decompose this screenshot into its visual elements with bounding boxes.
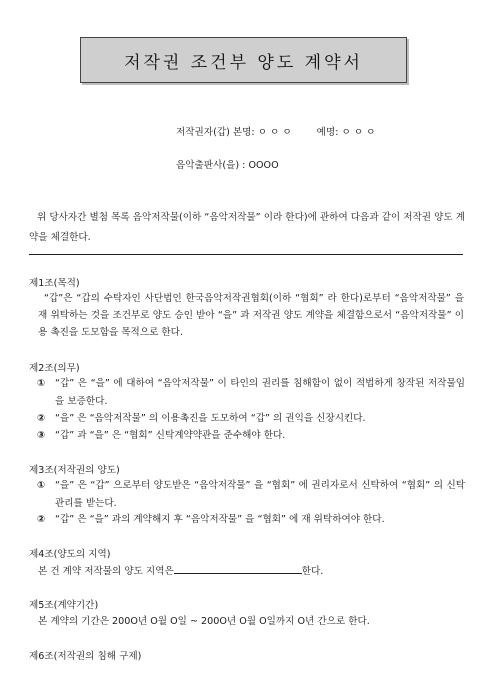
region-blank-line xyxy=(174,563,302,574)
item-number: ① xyxy=(37,378,46,389)
article-5-body: 본 계약의 기간은 200O년 O월 O일 ~ 200O년 O월 O일까지 O년 간으로 한다. xyxy=(38,616,370,627)
article-2-item-2 xyxy=(37,410,465,428)
publisher-label: 음악출판사(을) : xyxy=(176,160,246,171)
article-1-title: 제1조(목적) xyxy=(29,278,80,289)
article-1-body: “갑”은 “갑의 수탁자인 사단법인 한국음악저작권협회(이하 “협회” 라 한다)로부터 “음악저작물” 을 재 위탁하는 것을 조건부로 양도 승인 받아 “을” 과 저작권 양도 계약을 체결함으로서 “음악저작물” 이용 촉진을 도모함을 목적으로 한다. xyxy=(38,293,464,338)
article-4-body xyxy=(38,563,464,580)
article-5-title: 제5조(계약기간) xyxy=(29,600,99,611)
document-title: 저작권 조건부 양도 계약서 xyxy=(80,37,407,83)
publisher-name: OOOO xyxy=(248,160,279,171)
item-number: ② xyxy=(37,413,46,424)
divider-line xyxy=(29,254,463,255)
item-number: ② xyxy=(37,514,46,525)
item-text: “을” 은 “음악저작물” 의 이용촉진을 도모하여 “갑” 의 권익을 신장시킨다. xyxy=(55,413,366,424)
article-2-item-3 xyxy=(37,427,465,445)
author-real-name: ㅇ ㅇ ㅇ xyxy=(257,127,292,138)
article-2-item-1 xyxy=(37,375,465,411)
article-3-item-1 xyxy=(37,477,465,513)
item-text: “갑” 은 “을” 에 대하여 “음악저작물” 이 타인의 권리를 침해함이 없이 적법하게 창작된 저작물임을 보증한다. xyxy=(55,378,465,407)
article-4-title: 제4조(양도의 지역) xyxy=(29,549,111,560)
author-stage-label: 예명: xyxy=(316,127,339,138)
item-text: “을” 은 “갑” 으로부터 양도받은 “음악저작물” 을 “협회” 에 권리자로서 신탁하여 “협회” 의 신탁관리를 받는다. xyxy=(55,480,465,509)
item-number: ③ xyxy=(37,430,46,441)
article-3-item-2 xyxy=(37,511,465,529)
item-text: “갑” 은 “을” 과의 계약해지 후 “음악저작물” 을 “협회” 에 재 위탁하여야 한다. xyxy=(55,514,385,525)
article-4-body-prefix: 본 건 계약 저작물의 양도 지역은 xyxy=(38,566,174,577)
item-text: “갑” 과 “을” 은 “협회” 신탁계약약관을 준수해야 한다. xyxy=(55,430,286,441)
author-label: 저작권자(갑) 본명: xyxy=(176,127,255,138)
article-3-title: 제3조(저작권의 양도) xyxy=(29,465,120,476)
intro-paragraph: 위 당사자간 별첨 목록 음악저작물(이하 “음악저작물” 이라 한다)에 관하여 다음과 같이 저작권 양도 계약을 체결한다. xyxy=(29,212,465,243)
author-stage-name: ㅇ ㅇ ㅇ xyxy=(341,127,376,138)
article-2-title: 제2조(의무) xyxy=(29,363,80,374)
article-4-body-suffix: 한다. xyxy=(301,566,324,577)
article-6-title: 제6조(저작권의 침해 구제) xyxy=(29,651,142,662)
item-number: ① xyxy=(37,480,46,491)
publisher-info-line xyxy=(176,157,279,171)
author-info-line xyxy=(176,124,375,138)
